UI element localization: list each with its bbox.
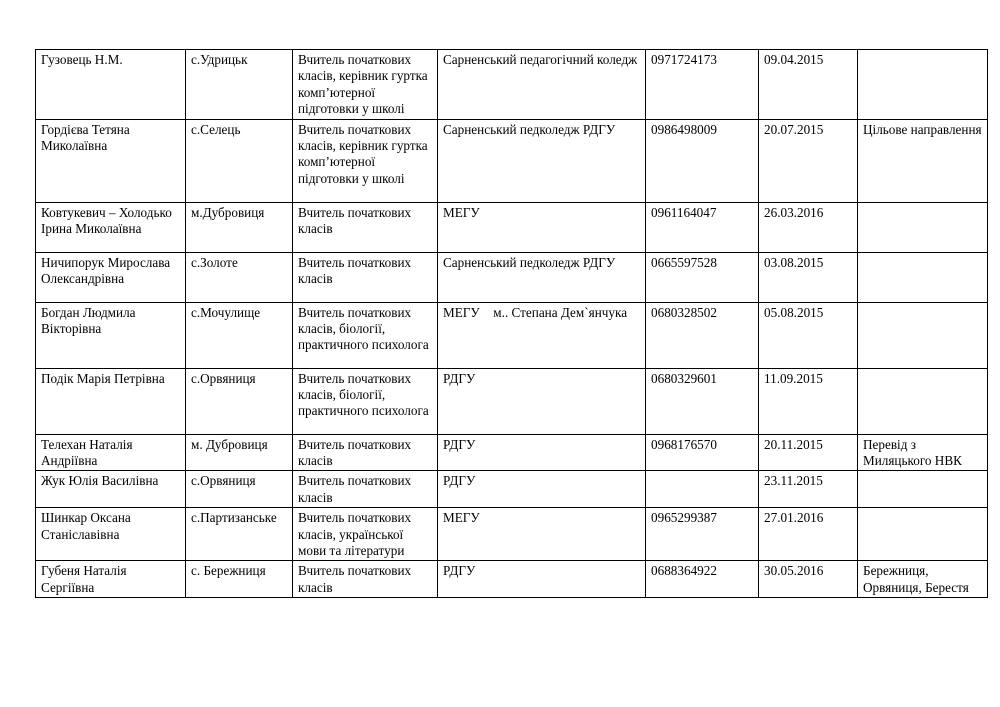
date-cell: 23.11.2015 [759,471,858,508]
education-cell: РДГУ [438,471,646,508]
phone-cell: 0680328502 [646,302,759,368]
position-cell: Вчитель початкових класів [293,561,438,598]
table-row [36,119,988,202]
education-cell: РДГУ [438,368,646,434]
date-cell: 11.09.2015 [759,368,858,434]
note-cell [858,471,988,508]
education-cell: Сарненський педколедж РДГУ [438,252,646,302]
teachers-table [35,49,988,598]
place-cell: с.Орвяниця [186,471,293,508]
table-row [36,252,988,302]
date-cell: 20.07.2015 [759,119,858,202]
date-cell: 20.11.2015 [759,434,858,471]
note-cell [858,302,988,368]
position-cell: Вчитель початкових класів, керівник гуртка комп’ютерної підготовки у школі [293,119,438,202]
phone-cell: 0971724173 [646,50,759,120]
place-cell: с.Партизанське [186,508,293,561]
education-cell: РДГУ [438,434,646,471]
teacher-name-cell: Гордієва Тетяна Миколаївна [36,119,186,202]
table-row [36,561,988,598]
place-cell: с.Удрицьк [186,50,293,120]
phone-cell: 0680329601 [646,368,759,434]
teacher-name-cell: Телехан Наталія Андріївна [36,434,186,471]
education-cell: Сарненський педколедж РДГУ [438,119,646,202]
note-cell [858,202,988,252]
position-cell: Вчитель початкових класів [293,434,438,471]
date-cell: 26.03.2016 [759,202,858,252]
place-cell: с. Бережниця [186,561,293,598]
table-row [36,471,988,508]
position-cell: Вчитель початкових класів [293,202,438,252]
position-cell: Вчитель початкових класів, біології, практичного психолога [293,302,438,368]
phone-cell: 0688364922 [646,561,759,598]
table-row [36,50,988,120]
education-cell: МЕГУ [438,202,646,252]
education-cell: РДГУ [438,561,646,598]
teacher-name-cell: Ковтукевич – Холодько Ірина Миколаївна [36,202,186,252]
date-cell: 03.08.2015 [759,252,858,302]
table-row [36,368,988,434]
phone-cell [646,471,759,508]
note-cell [858,368,988,434]
date-cell: 09.04.2015 [759,50,858,120]
note-cell [858,50,988,120]
table-row [36,434,988,471]
date-cell: 27.01.2016 [759,508,858,561]
table-row [36,508,988,561]
education-cell: МЕГУ м.. Степана Дем`янчука [438,302,646,368]
table-row [36,302,988,368]
note-cell [858,252,988,302]
note-cell: Бережниця, Орвяниця, Берестя [858,561,988,598]
place-cell: с.Мочулище [186,302,293,368]
teacher-name-cell: Жук Юлія Василівна [36,471,186,508]
place-cell: м. Дубровиця [186,434,293,471]
teacher-name-cell: Богдан Людмила Вікторівна [36,302,186,368]
teacher-name-cell: Шинкар Оксана Станіславівна [36,508,186,561]
note-cell: Перевід з Миляцького НВК [858,434,988,471]
note-cell: Цільове направлення [858,119,988,202]
position-cell: Вчитель початкових класів [293,471,438,508]
phone-cell: 0665597528 [646,252,759,302]
table-row [36,202,988,252]
position-cell: Вчитель початкових класів, біології, практичного психолога [293,368,438,434]
education-cell: Сарненський педагогічний коледж [438,50,646,120]
place-cell: с.Селець [186,119,293,202]
position-cell: Вчитель початкових класів, української мови та літератури [293,508,438,561]
place-cell: м.Дубровиця [186,202,293,252]
teacher-name-cell: Губеня Наталія Сергіївна [36,561,186,598]
place-cell: с.Орвяниця [186,368,293,434]
phone-cell: 0986498009 [646,119,759,202]
position-cell: Вчитель початкових класів, керівник гуртка комп’ютерної підготовки у школі [293,50,438,120]
place-cell: с.Золоте [186,252,293,302]
note-cell [858,508,988,561]
phone-cell: 0961164047 [646,202,759,252]
phone-cell: 0965299387 [646,508,759,561]
position-cell: Вчитель початкових класів [293,252,438,302]
phone-cell: 0968176570 [646,434,759,471]
teacher-name-cell: Подік Марія Петрівна [36,368,186,434]
teacher-name-cell: Гузовець Н.М. [36,50,186,120]
date-cell: 05.08.2015 [759,302,858,368]
education-cell: МЕГУ [438,508,646,561]
teacher-name-cell: Ничипорук Мирослава Олександрівна [36,252,186,302]
date-cell: 30.05.2016 [759,561,858,598]
